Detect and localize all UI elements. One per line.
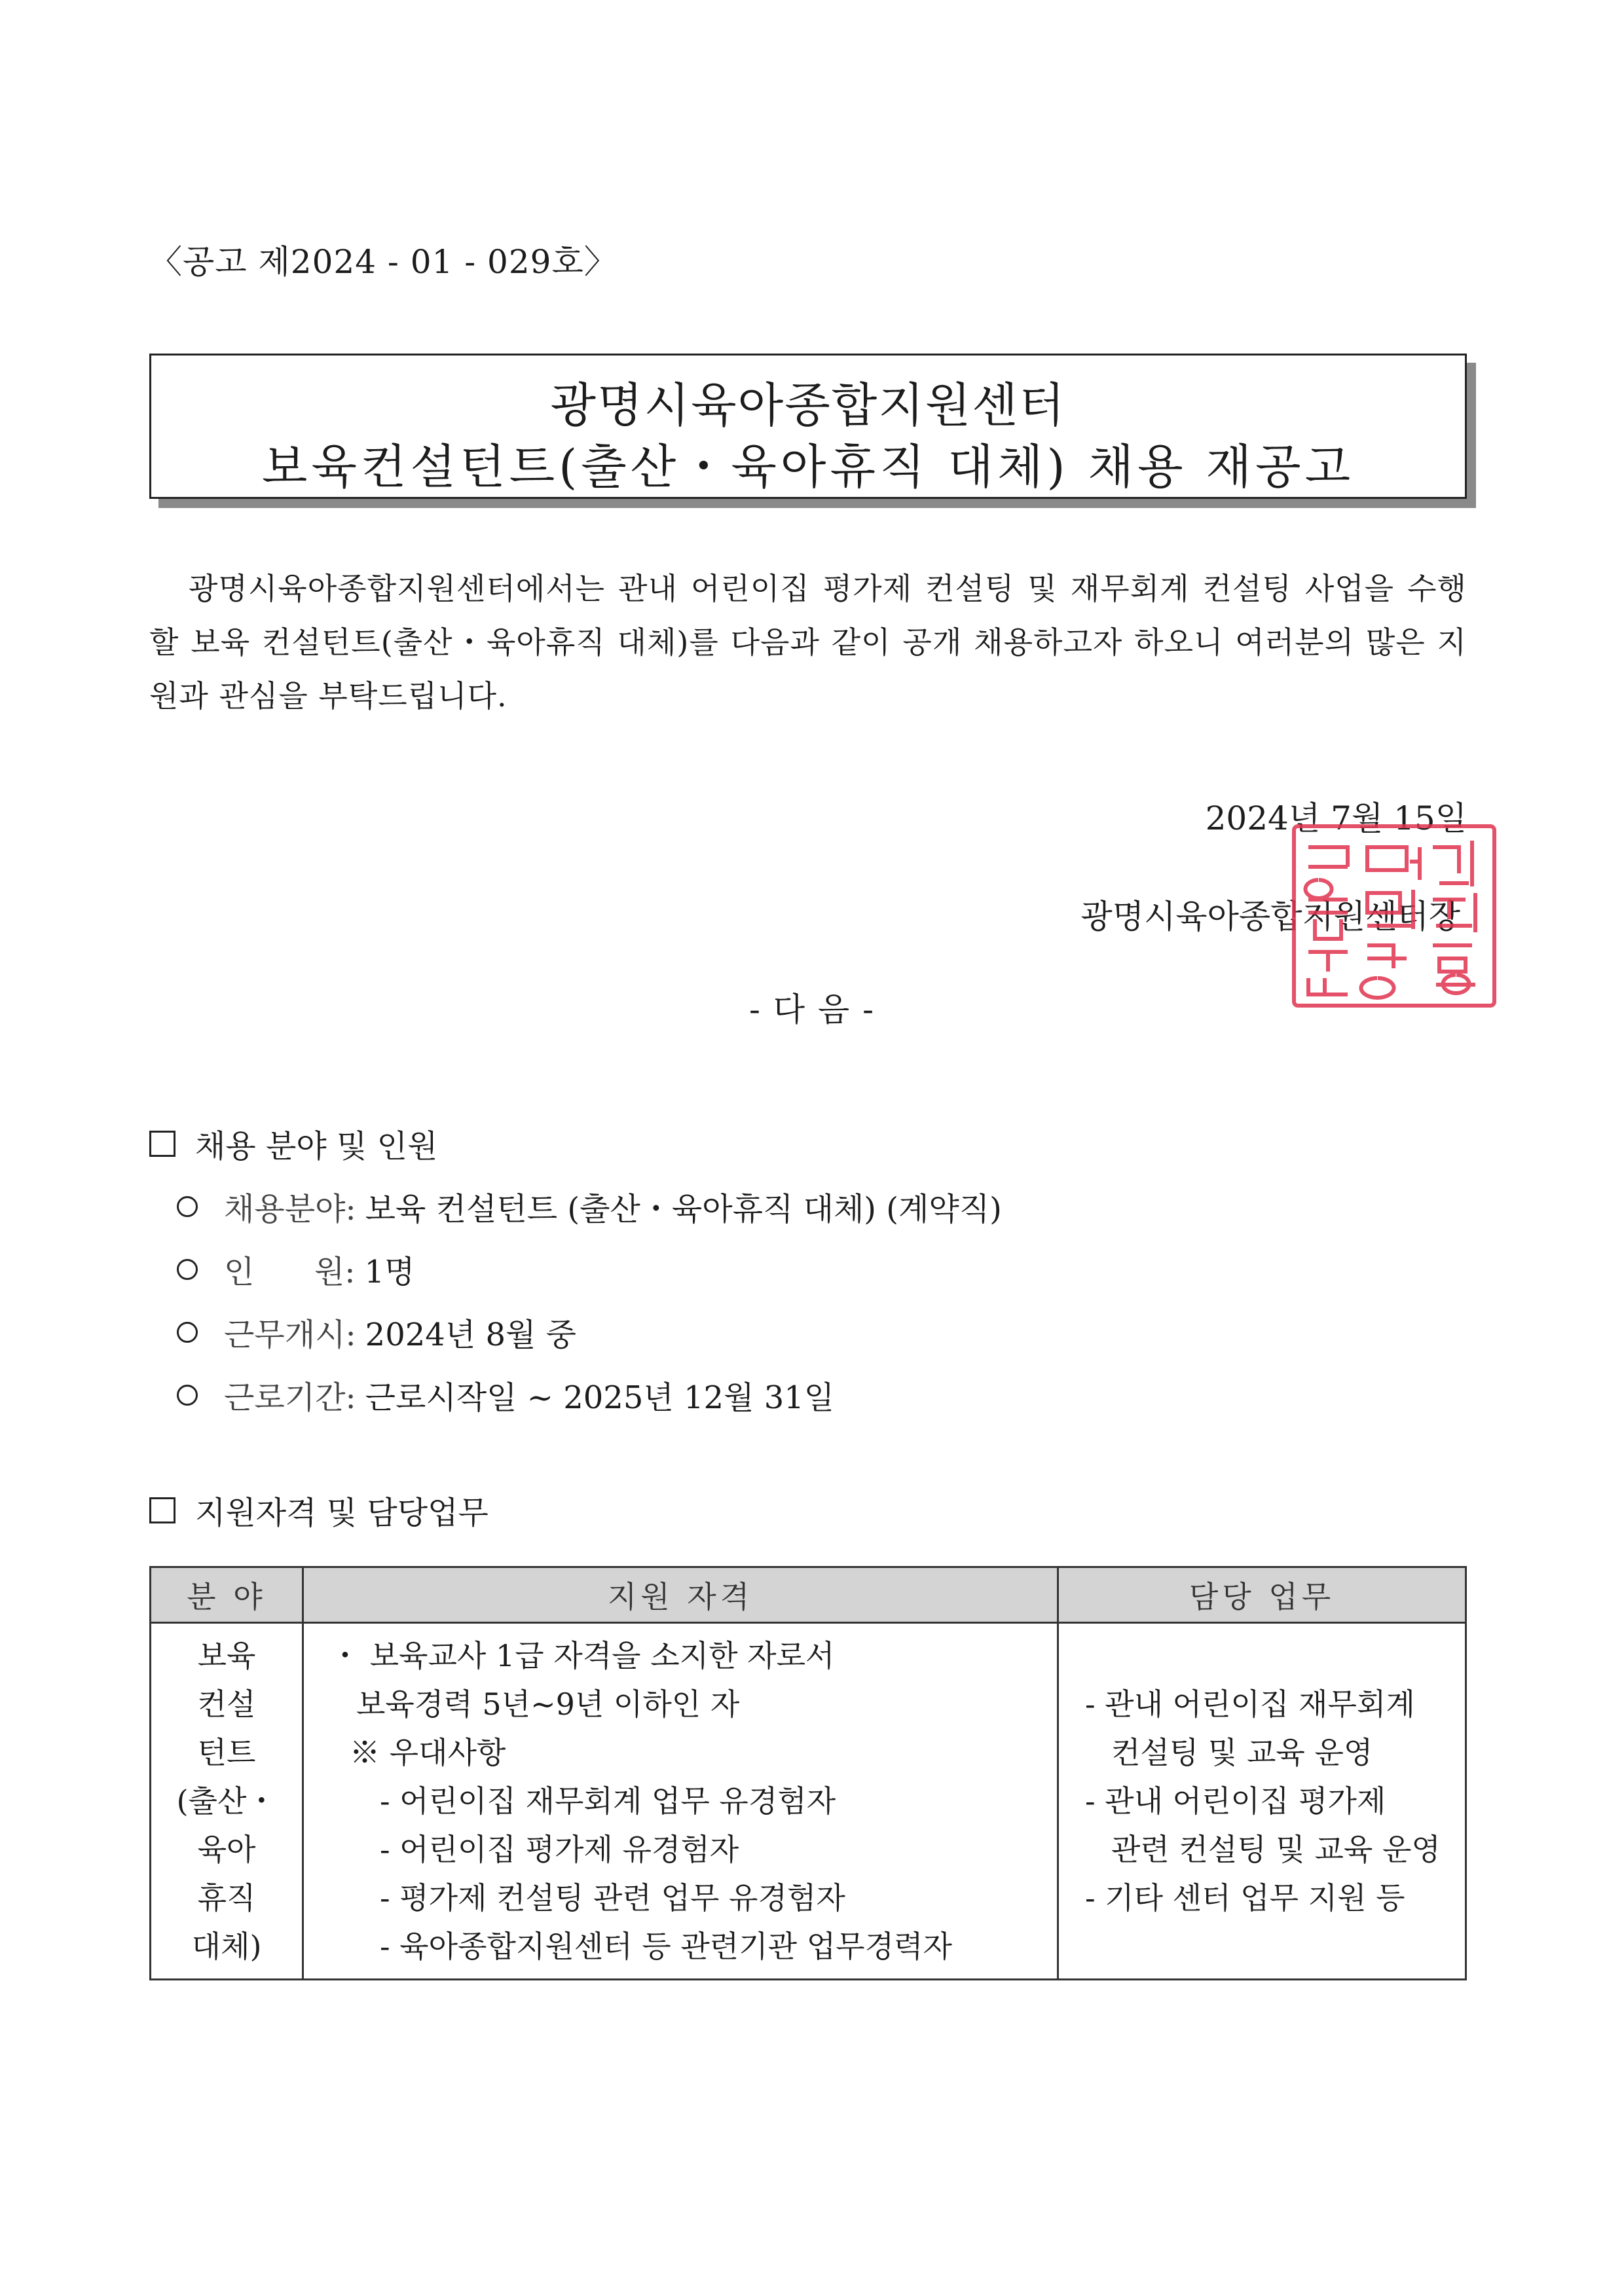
item-value: 2024년 8월 중 bbox=[365, 1317, 576, 1353]
field-line: 육아 bbox=[197, 1832, 256, 1867]
item-label: 근무개시: bbox=[224, 1317, 356, 1353]
qualification-line: ※ 우대사항 bbox=[350, 1735, 506, 1770]
item-value: 근로시작일 ~ 2025년 12월 31일 bbox=[365, 1379, 835, 1416]
title-line-1: 광명시육아종합지원센터 bbox=[550, 378, 1066, 433]
qualification-line: - 평가제 컨설팅 관련 업무 유경험자 bbox=[380, 1880, 845, 1916]
circle-bullet-icon bbox=[177, 1259, 198, 1280]
duty-line: 관련 컨설팅 및 교육 운영 bbox=[1111, 1832, 1441, 1867]
intro-paragraph: 광명시육아종합지원센터에서는 관내 어린이집 평가제 컨설팅 및 재무회계 컨설팅 사업을 수행할 보육 컨설턴트(출산・육아휴직 대체)를 다음과 같이 공개 채용하고자 하오니 여러분의 많은 지원과 관심을 부탁드립니다. bbox=[149, 571, 1467, 714]
circle-bullet-icon bbox=[177, 1196, 198, 1217]
field-line: 보육 bbox=[197, 1638, 256, 1673]
separator-next: - 다 음 - bbox=[748, 991, 876, 1029]
qualification-cell bbox=[303, 1623, 1058, 1980]
notice-number: 〈공고 제2024 - 01 - 029호〉 bbox=[149, 243, 618, 281]
duty-line: - 관내 어린이집 재무회계 bbox=[1085, 1686, 1415, 1722]
table-header-row bbox=[151, 1567, 1466, 1623]
qualification-line: - 어린이집 평가제 유경험자 bbox=[380, 1832, 739, 1867]
field-line: 대체) bbox=[191, 1929, 262, 1964]
title-line-2: 보육컨설턴트(출산・육아휴직 대체) 채용 재공고 bbox=[261, 439, 1355, 494]
item-label: 근로기간: bbox=[224, 1379, 356, 1416]
section-title: 채용 분야 및 인원 bbox=[195, 1128, 438, 1165]
qualification-line: - 어린이집 재무회계 업무 유경험자 bbox=[380, 1783, 836, 1819]
duty-cell bbox=[1058, 1623, 1466, 1980]
field-line: 휴직 bbox=[197, 1880, 256, 1916]
issuer-name: 광명시육아종합지원센터장 bbox=[1080, 898, 1460, 936]
section-qualifications bbox=[149, 1487, 489, 1533]
checkbox-icon bbox=[149, 1497, 175, 1523]
item-work-period bbox=[177, 1372, 834, 1417]
qualification-line: 보육경력 5년~9년 이하인 자 bbox=[356, 1686, 740, 1722]
header-qualification: 지원 자격 bbox=[303, 1567, 1058, 1623]
item-headcount bbox=[177, 1247, 415, 1292]
official-seal-icon bbox=[1289, 821, 1500, 1011]
field-line: 컨설 bbox=[197, 1686, 256, 1722]
announcement-date: 2024년 7월 15일 bbox=[1205, 799, 1467, 837]
item-start-date bbox=[177, 1309, 576, 1355]
qualifications-table bbox=[149, 1566, 1467, 1980]
table-row bbox=[151, 1623, 1466, 1980]
section-recruitment bbox=[149, 1121, 437, 1166]
item-value: 보육 컨설턴트 (출산・육아휴직 대체) (계약직) bbox=[365, 1191, 1002, 1228]
header-duty: 담당 업무 bbox=[1058, 1567, 1466, 1623]
field-line: (출산・ bbox=[176, 1783, 277, 1819]
section-title: 지원자격 및 담당업무 bbox=[195, 1495, 489, 1531]
circle-bullet-icon bbox=[177, 1322, 198, 1343]
duty-line: - 기타 센터 업무 지원 등 bbox=[1085, 1880, 1405, 1916]
item-label: 인 원: bbox=[224, 1254, 356, 1290]
circle-bullet-icon bbox=[177, 1385, 198, 1406]
duty-line: - 관내 어린이집 평가제 bbox=[1085, 1783, 1386, 1819]
item-value: 1명 bbox=[364, 1254, 415, 1290]
field-cell bbox=[151, 1623, 303, 1980]
header-field: 분 야 bbox=[151, 1567, 303, 1623]
item-field bbox=[177, 1184, 1002, 1229]
title-box bbox=[149, 354, 1467, 499]
item-label: 채용분야: bbox=[224, 1191, 356, 1228]
duty-line: 컨설팅 및 교육 운영 bbox=[1111, 1735, 1373, 1770]
field-line: 턴트 bbox=[197, 1735, 256, 1770]
qualification-line: - 육아종합지원센터 등 관련기관 업무경력자 bbox=[380, 1929, 952, 1964]
qualification-line: ・ 보육교사 1급 자격을 소지한 자로서 bbox=[330, 1638, 835, 1673]
checkbox-icon bbox=[149, 1131, 175, 1157]
